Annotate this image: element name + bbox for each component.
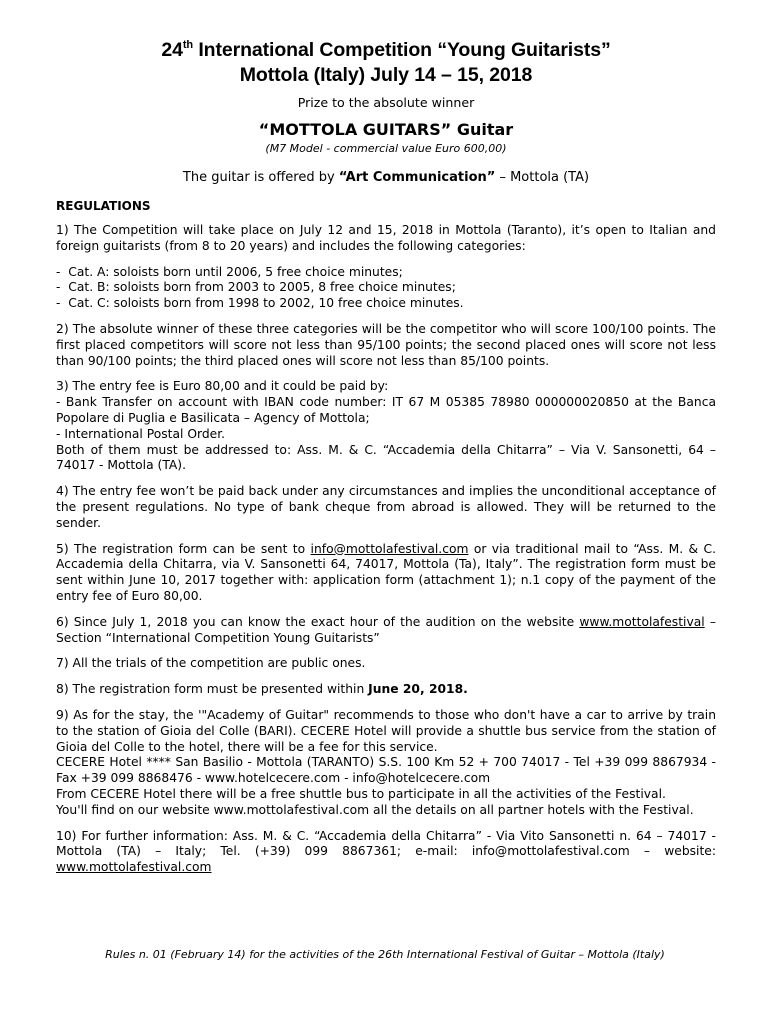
guitar-model: (M7 Model - commercial value Euro 600,00) <box>265 142 507 155</box>
offered-post: – Mottola (TA) <box>495 170 590 185</box>
document-title <box>56 38 716 88</box>
regulation-9-line: You'll find on our website www.mottolafestival.com all the details on all partner hotels with the Festival. <box>56 802 694 817</box>
category-list <box>56 265 716 312</box>
regulation-2: 2) The absolute winner of these three categories will be the competitor who will score 100/100 points. The first placed competitors will score not less than 95/100 points; the second placed ones will score not less than 90/100 points; the third placed ones will score not less than 85/100 points. <box>56 321 716 368</box>
regulation-9-line: 9) As for the stay, the '"Academy of Guitar" recommends to those who don't have a car to arrive by train to the station of Gioia del Colle (BARI). CECERE Hotel will provide a shuttle bus service from the station of Gioia del Colle to the hotel, there will be a fee for this service. <box>56 707 716 754</box>
title-superscript: th <box>182 39 194 51</box>
page-footer: Rules n. 01 (February 14) for the activities of the 26th International Festival of Guitar – Mottola (Italy) <box>105 948 665 961</box>
title-line-2: Mottola (Italy) July 14 – 15, 2018 <box>239 64 533 86</box>
regulation-9 <box>56 708 716 819</box>
regulation-3-line: - International Postal Order. <box>56 426 226 441</box>
regulation-6-pre: 6) Since July 1, 2018 you can know the exact hour of the audition on the website <box>56 614 580 629</box>
regulation-4: 4) The entry fee won’t be paid back under any circumstances and implies the unconditional acceptance of the present regulations. No type of bank cheque from abroad is allowed. They will be returned to the sender. <box>56 484 716 530</box>
category-item: - Cat. B: soloists born from 2003 to 2005, 8 free choice minutes; <box>56 280 716 296</box>
regulation-3-line: Both of them must be addressed to: Ass. M. & C. “Accademia della Chitarra” – Via V. Sansonetti, 64 – 74017 - Mottola (TA). <box>56 442 716 473</box>
email-link[interactable]: info@mottolafestival.com <box>310 541 469 556</box>
regulations-heading: REGULATIONS <box>56 199 151 213</box>
regulation-5-pre: 5) The registration form can be sent to <box>56 541 311 556</box>
regulation-5 <box>56 542 716 605</box>
offered-pre: The guitar is offered by <box>182 170 339 185</box>
document-page <box>56 38 716 876</box>
regulation-3 <box>56 379 716 474</box>
website-link-footer[interactable]: www.mottolafestival.com <box>56 860 212 875</box>
regulation-3-line: 3) The entry fee is Euro 80,00 and it could be paid by: <box>56 379 389 394</box>
regulation-10-text: 10) For further information: Ass. M. & C. “Accademia della Chitarra” - Via Vito Sansonetti n. 64 – 74017 - Mottola (TA) – Italy; Tel. (+39) 099 8867361; e-mail: info@mottolafestival.com – website: <box>56 828 716 859</box>
guitar-name: “MOTTOLA GUITARS” Guitar <box>258 120 514 139</box>
title-number: 24 <box>161 39 183 61</box>
regulation-8-date: June 20, 2018. <box>368 682 468 697</box>
regulation-7: 7) All the trials of the competition are public ones. <box>56 656 366 671</box>
regulation-10 <box>56 829 716 876</box>
category-item: - Cat. A: soloists born until 2006, 5 free choice minutes; <box>56 265 716 281</box>
regulation-8 <box>56 682 716 698</box>
offered-by <box>56 170 716 185</box>
regulation-6 <box>56 615 716 647</box>
regulation-3-line: - Bank Transfer on account with IBAN code number: IT 67 M 05385 78980 000000020850 at the Banca Popolare di Puglia e Basilicata – Agency of Mottola; <box>56 395 716 425</box>
title-text: International Competition “Young Guitarists” <box>193 39 611 61</box>
prize-text: Prize to the absolute winner <box>297 95 475 110</box>
regulation-9-line: CECERE Hotel **** San Basilio - Mottola (TARANTO) S.S. 100 Km 52 + 700 74017 - Tel +39 099 8867934 - Fax +39 099 8868476 - www.hotelcecere.com - info@hotelcecere.com <box>56 755 716 786</box>
offered-sponsor: “Art Communication” <box>338 170 496 185</box>
regulation-6-post: – Section “International Competition Young Guitarists” <box>56 614 716 645</box>
regulation-9-line: From CECERE Hotel there will be a free shuttle bus to participate in all the activities of the Festival. <box>56 786 666 801</box>
category-item: - Cat. C: soloists born from 1998 to 2002, 10 free choice minutes. <box>56 296 716 312</box>
website-link[interactable]: www.mottolafestival <box>579 614 705 629</box>
regulation-5-post: or via traditional mail to “Ass. M. & C. Accademia della Chitarra, via V. Sansonetti 64, 74017, Mottola (Ta), Italy”. The registration form must be sent within June 10, 2017 together with: application form (attachment 1); n.1 copy of the payment of the entry fee of Euro 80,00. <box>56 541 717 603</box>
regulation-1: 1) The Competition will take place on July 12 and 15, 2018 in Mottola (Taranto), it’s open to Italian and foreign guitarists (from 8 to 20 years) and includes the following categories: <box>56 223 716 253</box>
regulation-8-pre: 8) The registration form must be presented within <box>56 682 369 697</box>
